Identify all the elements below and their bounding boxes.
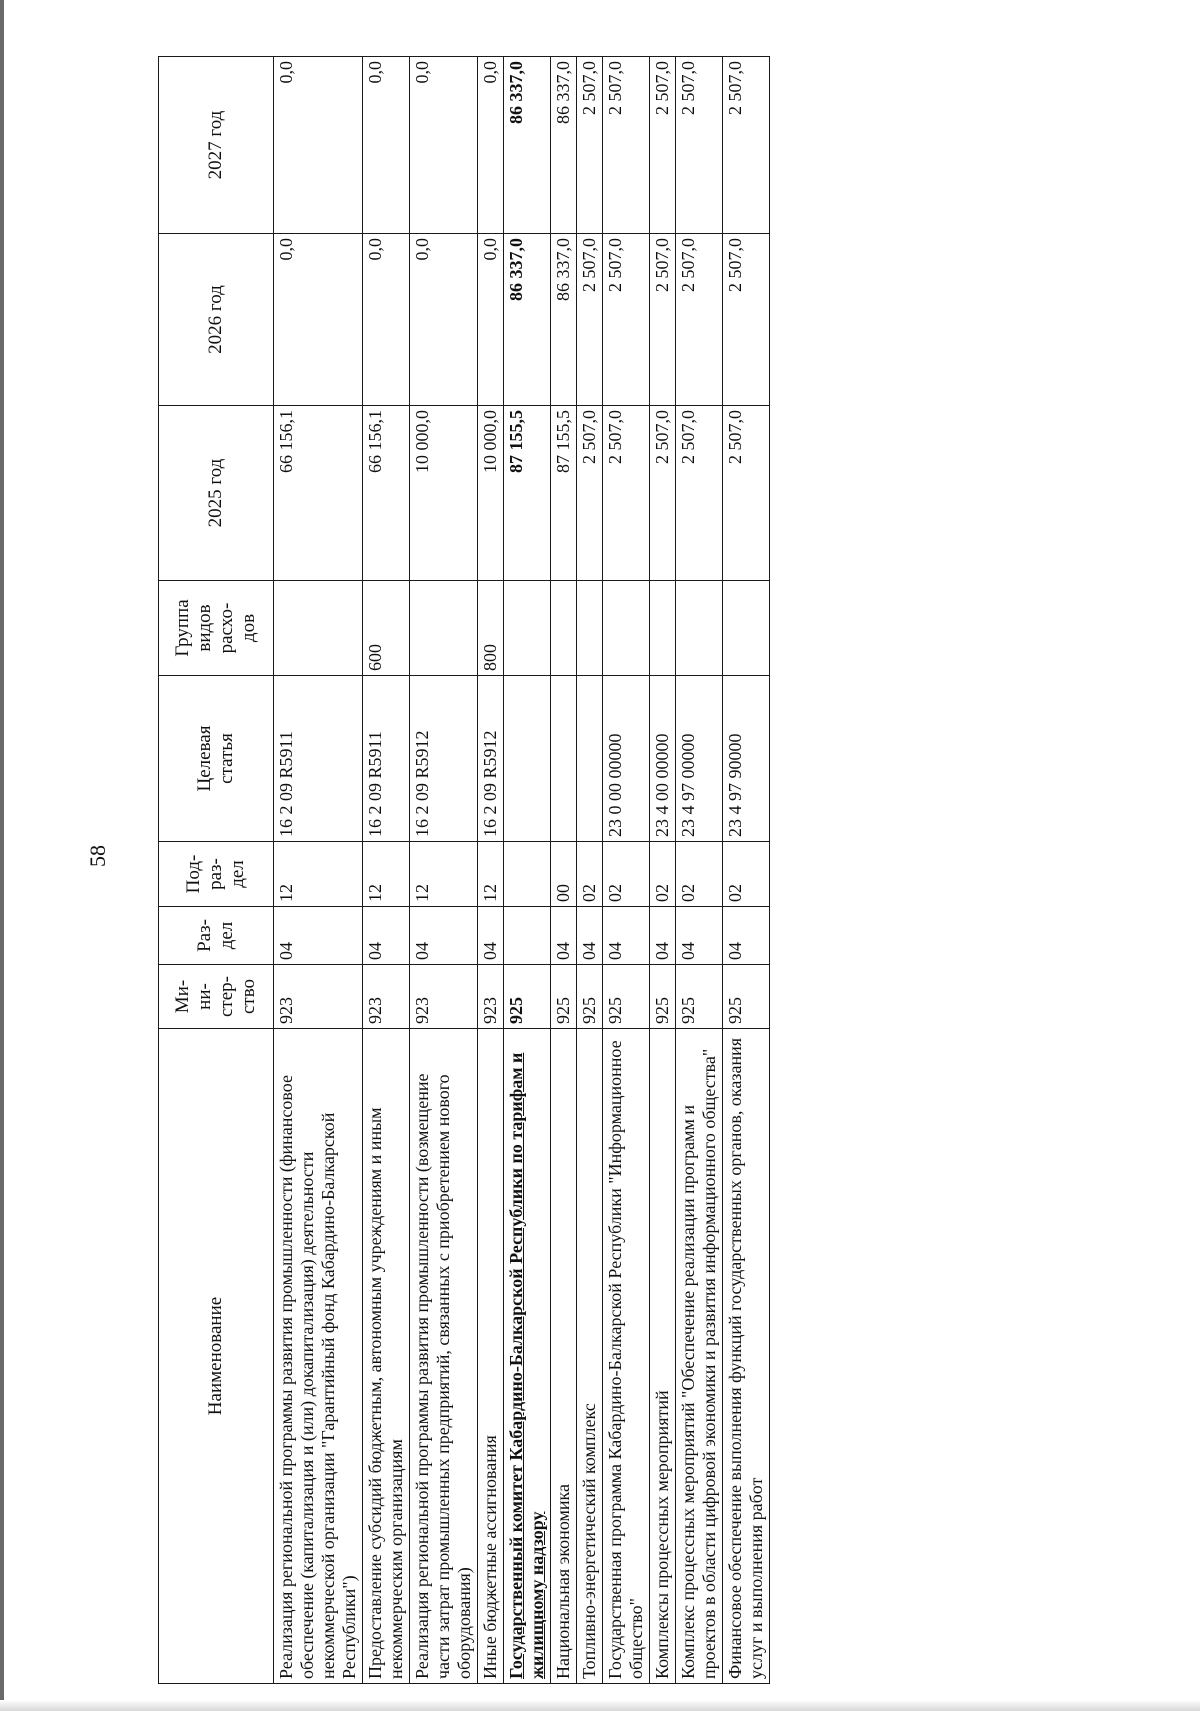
cell-2027: 0,0 [478, 57, 504, 234]
cell-2027: 2 507,0 [577, 57, 603, 234]
cell-expense-group [723, 581, 770, 676]
cell-2026: 2 507,0 [676, 234, 723, 406]
cell-2027: 2 507,0 [650, 57, 676, 234]
cell-2025: 87 155,5 [551, 406, 577, 581]
cell-expense-group [551, 581, 577, 676]
cell-2027: 2 507,0 [676, 57, 723, 234]
cell-2027: 0,0 [410, 57, 478, 234]
cell-expense-group: 600 [363, 581, 410, 676]
header-2027-label: 2027 год [205, 110, 226, 180]
cell-target-article: 16 2 09 R5911 [363, 676, 410, 842]
cell-target-article: 16 2 09 R5912 [410, 676, 478, 842]
cell-2026: 0,0 [410, 234, 478, 406]
cell-target-article [577, 676, 603, 842]
cell-name: Государственная программа Кабардино-Балкарской Республики "Информационное общество" [603, 1029, 650, 1684]
cell-ministry: 923 [410, 965, 478, 1029]
cell-2026: 0,0 [478, 234, 504, 406]
cell-2025: 2 507,0 [650, 406, 676, 581]
cell-name: Комплексы процессных мероприятий [650, 1029, 676, 1684]
cell-2027: 0,0 [274, 57, 363, 234]
cell-2025: 10 000,0 [478, 406, 504, 581]
cell-target-article: 16 2 09 R5912 [478, 676, 504, 842]
cell-2027: 2 507,0 [603, 57, 650, 234]
table-row [603, 57, 650, 1684]
header-ministry: Ми- ни- стер- ство [159, 965, 274, 1029]
cell-expense-group [577, 581, 603, 676]
table-row [410, 57, 478, 1684]
table-row [363, 57, 410, 1684]
cell-2026: 2 507,0 [577, 234, 603, 406]
cell-2025: 2 507,0 [603, 406, 650, 581]
cell-expense-group [274, 581, 363, 676]
cell-subsection [504, 842, 551, 907]
cell-subsection: 12 [363, 842, 410, 907]
cell-2027: 86 337,0 [504, 57, 551, 234]
table-row-total [504, 57, 551, 1684]
table-row [723, 57, 770, 1684]
cell-expense-group [603, 581, 650, 676]
cell-section: 04 [603, 907, 650, 965]
header-name [159, 1029, 274, 1684]
cell-expense-group: 800 [478, 581, 504, 676]
table-header-row [159, 57, 274, 1684]
cell-name: Комплекс процессных мероприятий "Обеспечение реализации программ и проектов в области цифровой экономики и развития информационного общества" [676, 1029, 723, 1684]
cell-target-article: 16 2 09 R5911 [274, 676, 363, 842]
cell-section: 04 [551, 907, 577, 965]
cell-subsection: 02 [650, 842, 676, 907]
cell-target-article: 23 4 97 00000 [676, 676, 723, 842]
cell-ministry: 925 [603, 965, 650, 1029]
cell-section: 04 [410, 907, 478, 965]
cell-section: 04 [650, 907, 676, 965]
header-expense-group: Группа видов расхо- дов [159, 581, 274, 676]
cell-subsection: 02 [676, 842, 723, 907]
cell-name: Реализация региональной программы развития промышленности (финансовое обеспечение (капитализация и (или) докапитализация) деятельности некоммерческой организации "Гарантийный фонд Кабардино-Балкарской Республики") [274, 1029, 363, 1684]
table-row [551, 57, 577, 1684]
cell-subsection: 12 [410, 842, 478, 907]
cell-section: 04 [363, 907, 410, 965]
cell-subsection: 12 [478, 842, 504, 907]
cell-subsection: 00 [551, 842, 577, 907]
cell-expense-group [650, 581, 676, 676]
cell-2025: 10 000,0 [410, 406, 478, 581]
page-number: 58 [85, 845, 110, 867]
cell-2025: 87 155,5 [504, 406, 551, 581]
scan-bottom-edge [0, 1700, 1200, 1711]
table-row [650, 57, 676, 1684]
cell-name: Финансовое обеспечение выполнения функций государственных органов, оказания услуг и выполнения работ [723, 1029, 770, 1684]
cell-subsection: 02 [577, 842, 603, 907]
cell-name: Топливно-энергетический комплекс [577, 1029, 603, 1684]
cell-ministry: 925 [577, 965, 603, 1029]
cell-ministry: 925 [504, 965, 551, 1029]
header-2026-label: 2026 год [205, 285, 226, 354]
cell-name: Государственный комитет Кабардино-Балкарской Республики по тарифам и жилищному надзору [504, 1029, 551, 1684]
cell-name: Иные бюджетные ассигнования [478, 1029, 504, 1684]
cell-ministry: 923 [478, 965, 504, 1029]
table-row [478, 57, 504, 1684]
header-subsection: Под- раз- дел [159, 842, 274, 907]
cell-target-article: 23 4 97 90000 [723, 676, 770, 842]
cell-2027: 2 507,0 [723, 57, 770, 234]
header-2027 [159, 57, 274, 234]
budget-table [158, 56, 770, 1684]
header-target-article: Целевая статья [159, 676, 274, 842]
cell-2025: 66 156,1 [274, 406, 363, 581]
cell-2026: 0,0 [274, 234, 363, 406]
rotated-table-frame [158, 57, 1078, 1684]
cell-section: 04 [577, 907, 603, 965]
cell-2026: 0,0 [363, 234, 410, 406]
cell-expense-group [676, 581, 723, 676]
cell-ministry: 923 [363, 965, 410, 1029]
cell-target-article [551, 676, 577, 842]
cell-2026: 2 507,0 [650, 234, 676, 406]
cell-target-article: 23 4 00 00000 [650, 676, 676, 842]
cell-2025: 2 507,0 [723, 406, 770, 581]
header-2026 [159, 234, 274, 406]
cell-name: Национальная экономика [551, 1029, 577, 1684]
cell-subsection: 02 [603, 842, 650, 907]
cell-name: Реализация региональной программы развития промышленности (возмещение части затрат промышленных предприятий, связанных с приобретением нового оборудования) [410, 1029, 478, 1684]
table-row [676, 57, 723, 1684]
cell-2027: 86 337,0 [551, 57, 577, 234]
scan-edge [0, 0, 4, 1711]
table-row [274, 57, 363, 1684]
cell-ministry: 925 [676, 965, 723, 1029]
cell-ministry: 925 [650, 965, 676, 1029]
table-row [577, 57, 603, 1684]
cell-ministry: 925 [551, 965, 577, 1029]
cell-target-article: 23 0 00 00000 [603, 676, 650, 842]
header-2025 [159, 406, 274, 581]
cell-2026: 2 507,0 [603, 234, 650, 406]
cell-subsection: 12 [274, 842, 363, 907]
cell-2025: 66 156,1 [363, 406, 410, 581]
cell-name: Предоставление субсидий бюджетным, автономным учреждениям и иным некоммерческим организациям [363, 1029, 410, 1684]
cell-section: 04 [274, 907, 363, 965]
cell-2025: 2 507,0 [577, 406, 603, 581]
cell-target-article [504, 676, 551, 842]
cell-2026: 86 337,0 [551, 234, 577, 406]
cell-ministry: 925 [723, 965, 770, 1029]
header-2025-label: 2025 год [205, 458, 226, 528]
cell-section: 04 [478, 907, 504, 965]
cell-expense-group [410, 581, 478, 676]
cell-expense-group [504, 581, 551, 676]
cell-ministry: 923 [274, 965, 363, 1029]
cell-2026: 86 337,0 [504, 234, 551, 406]
cell-2025: 2 507,0 [676, 406, 723, 581]
cell-section: 04 [676, 907, 723, 965]
cell-2027: 0,0 [363, 57, 410, 234]
header-name-label: Наименование [205, 1296, 226, 1416]
cell-2026: 2 507,0 [723, 234, 770, 406]
cell-section [504, 907, 551, 965]
cell-subsection: 02 [723, 842, 770, 907]
header-section: Раз- дел [159, 907, 274, 965]
cell-section: 04 [723, 907, 770, 965]
